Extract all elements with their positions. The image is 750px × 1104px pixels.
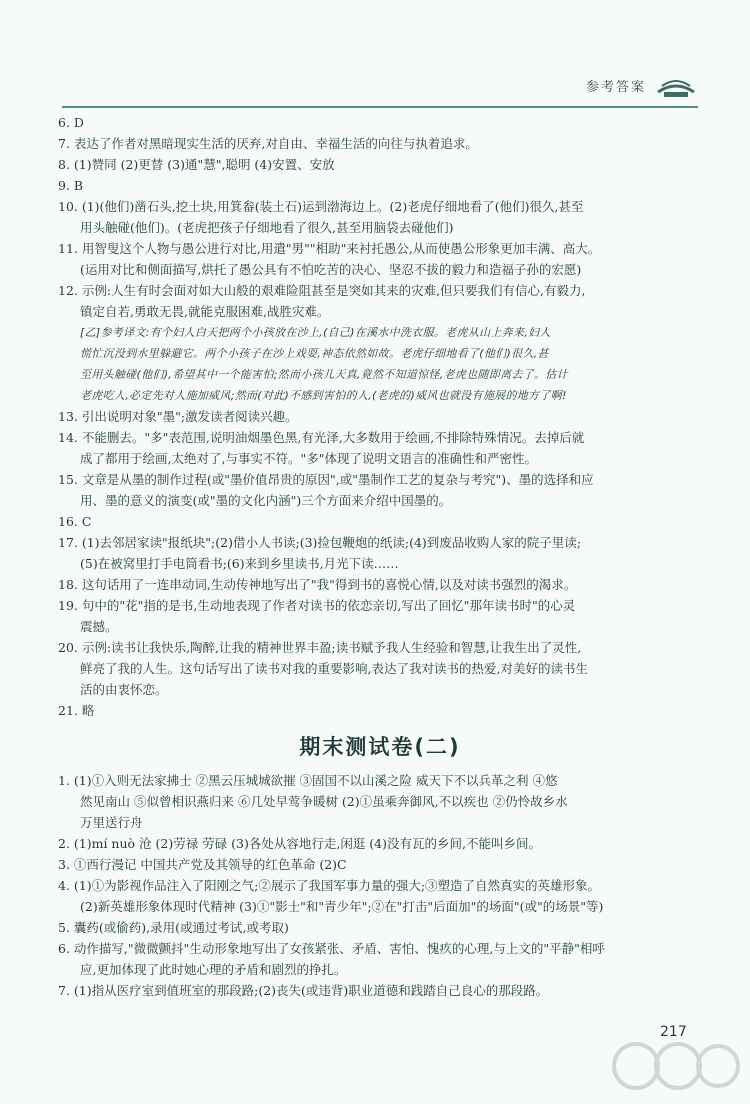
answer-content	[58, 112, 702, 1001]
book-logo-icon	[656, 72, 696, 100]
answer-line: 7. 表达了作者对黑暗现实生活的厌弃,对自由、幸福生活的向往与执着追求。	[58, 136, 478, 151]
answer-line: 18. 这句话用了一连串动词,生动传神地写出了"我"得到书的喜悦心情,以及对读书强烈的渴求。	[58, 577, 577, 592]
answer-line: 16. C	[58, 514, 92, 529]
answer-line: 20. 示例:读书让我快乐,陶醉,让我的精神世界丰盈;读书赋予我人生经验和智慧,让我生出了灵性,	[58, 640, 582, 655]
answer-line: (2)新英雄形象体现时代精神 (3)①"影士"和"青少年";②在"打击"后面加"的场面"(或"的场景"等)	[80, 899, 604, 914]
answer-line: 5. 囊药(或偷药),录用(或通过考试,或考取)	[58, 920, 289, 935]
answer-line: 8. (1)赞同 (2)更替 (3)通"慧",聪明 (4)安置、安放	[58, 157, 335, 172]
answer-line: 6. D	[58, 115, 84, 130]
answer-line: 21. 略	[58, 703, 95, 718]
answer-line: 用、墨的意义的演变(或"墨的文化内涵")三个方面来介绍中国墨的。	[80, 493, 452, 508]
answer-line: 用头触碰(他们)。(老虎把孩子仔细地看了很久,甚至用脑袋去碰他们)	[80, 220, 454, 235]
answer-line: 6. 动作描写,"微微颤抖"生动形象地写出了女孩紧张、矛盾、害怕、愧疚的心理,与上文的"平静"相呼	[58, 941, 605, 956]
answer-line: 15. 文章是从墨的制作过程(或"墨价值昂贵的原因",或"墨制作工艺的复杂与考究")、墨的选择和应	[58, 472, 594, 487]
section-title: 期末测试卷(二)	[299, 735, 461, 759]
answer-line: 活的由衷怀恋。	[80, 682, 168, 697]
translation-line: [乙]参考译文:有个妇人白天把两个小孩放在沙上,(自己)在溪水中洗衣服。老虎从山上奔来,妇人	[80, 326, 551, 339]
answer-line: 12. 示例:人生有时会面对如大山般的艰难险阻甚至是突如其来的灾难,但只要我们有信心,有毅力,	[58, 283, 586, 298]
answer-line: 4. (1)①为影视作品注入了阳刚之气;②展示了我国军事力量的强大;③塑造了自然真实的英雄形象。	[58, 878, 601, 893]
translation-line: 老虎吃人,必定先对人施加威风;然而(对此)不感到害怕的人,(老虎的)威风也就没有施展的地方了啊!	[80, 389, 567, 402]
answer-line: 9. B	[58, 178, 84, 193]
answer-line: (运用对比和侧面描写,烘托了愚公具有不怕吃苦的决心、坚忍不拔的毅力和造福子孙的宏愿)	[80, 262, 582, 277]
answer-line: 镇定自若,勇敢无畏,就能克服困难,战胜灾难。	[80, 304, 330, 319]
answer-line: 应,更加体现了此时她心理的矛盾和剧烈的挣扎。	[80, 962, 347, 977]
translation-line: 至用头触碰(他们),希望其中一个能害怕;然而小孩儿天真,竟然不知道惊怪,老虎也随即离去了。估计	[80, 368, 568, 381]
answer-line: 鲜亮了我的人生。这句话写出了读书对我的重要影响,表达了我对读书的热爱,对美好的读书生	[80, 661, 588, 676]
header-label: 参考答案	[585, 80, 646, 95]
answers-bottom-block	[58, 770, 702, 1001]
answer-line: 3. ①西行漫记 中国共产党及其领导的红色革命 (2)C	[58, 857, 347, 872]
watermark-logo-icon	[606, 1036, 744, 1102]
answer-line: 震撼。	[80, 619, 118, 634]
answer-line: 2. (1)mí nuò 沧 (2)劳禄 劳碌 (3)各处从容地行走,闲逛 (4)没有瓦的乡间,不能叫乡间。	[58, 836, 541, 851]
answer-line: 10. (1)(他们)凿石头,挖土块,用箕畚(装土石)运到渤海边上。(2)老虎仔细地看了(他们)很久,甚至	[58, 199, 584, 214]
answer-line: 14. 不能删去。"多"表范围,说明油烟墨色黑,有光泽,大多数用于绘画,不排除特殊情况。去掉后就	[58, 430, 585, 445]
page-header	[62, 66, 698, 108]
answer-line: (5)在被窝里打手电筒看书;(6)来到乡里读书,月光下读……	[80, 556, 399, 571]
answer-line: 7. (1)指从医疗室到值班室的那段路;(2)丧失(或违背)职业道德和践踏自己良心的那段路。	[58, 983, 549, 998]
answer-line: 成了都用于绘画,太绝对了,与事实不符。"多"体现了说明文语言的准确性和严密性。	[80, 451, 537, 466]
translation-line: 慌忙沉没到水里躲避它。两个小孩子在沙上戏耍,神态依然如故。老虎仔细地看了(他们)很久,甚	[80, 347, 549, 360]
answer-line: 然见南山 ⑤似曾相识燕归来 ⑥几处早莺争暖树 (2)①虽乘奔御风,不以疾也 ②仍怜故乡水	[80, 794, 568, 809]
answer-line: 19. 句中的"花"指的是书,生动地表现了作者对读书的依恋亲切,写出了回忆"那年读书时"的心灵	[58, 598, 576, 613]
answer-line: 13. 引出说明对象"墨";激发读者阅读兴趣。	[58, 409, 298, 424]
answers-top-block	[58, 112, 702, 721]
answer-line: 1. (1)①入则无法家拂士 ②黑云压城城欲摧 ③固国不以山溪之险 威天下不以兵革之利 ④悠	[58, 773, 558, 788]
page-number: 217	[660, 1024, 687, 1040]
answer-line: 万里送行舟	[80, 815, 143, 830]
answer-line: 11. 用智叟这个人物与愚公进行对比,用遣"男""相助"来衬托愚公,从而使愚公形象更加丰满、高大。	[58, 241, 601, 256]
answer-line: 17. (1)去邻居家读"报纸块";(2)借小人书读;(3)捡包鞭炮的纸读;(4)到废品收购人家的院子里读;	[58, 535, 582, 550]
